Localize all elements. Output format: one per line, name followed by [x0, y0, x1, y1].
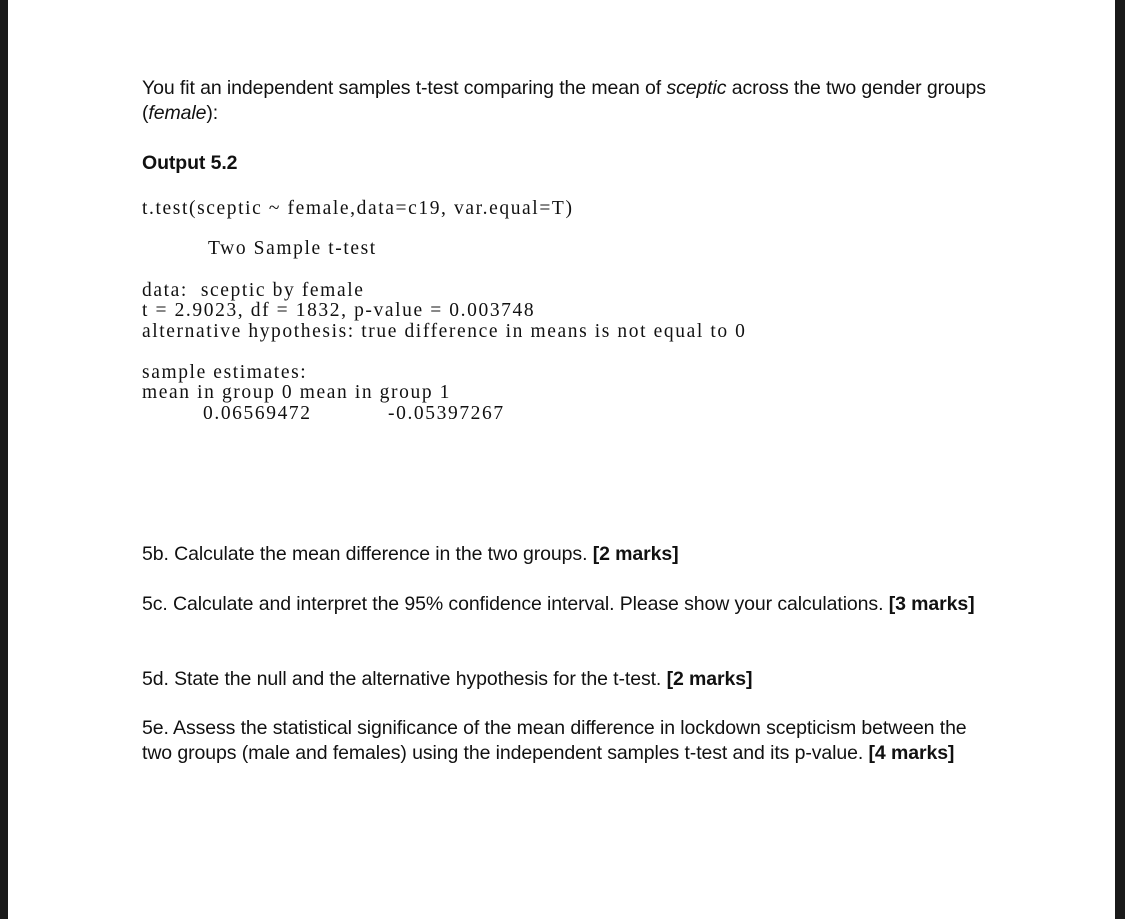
r-code-line: t.test(sceptic ~ female,data=c19, var.equal=T): [142, 198, 574, 219]
estimate-group-1: -0.05397267: [388, 403, 505, 424]
intro-paragraph: [142, 76, 1002, 126]
question-5d: [142, 667, 992, 692]
output-hypothesis-line: alternative hypothesis: true difference in means is not equal to 0: [142, 321, 747, 342]
test-title: Two Sample t-test: [208, 238, 377, 259]
estimates-header: mean in group 0 mean in group 1: [142, 382, 452, 403]
intro-variable: sceptic: [666, 77, 727, 99]
estimates-label: sample estimates:: [142, 362, 308, 383]
question-5e: [142, 716, 992, 766]
intro-text-3: ):: [206, 102, 219, 124]
question-5c-text: 5c. Calculate and interpret the 95% confidence interval. Please show your calculations.: [142, 593, 889, 615]
question-5b: [142, 542, 992, 567]
output-data-line: data: sceptic by female: [142, 280, 365, 301]
question-5b-text: 5b. Calculate the mean difference in the two groups.: [142, 543, 593, 565]
question-5e-marks: [4 marks]: [868, 742, 955, 764]
question-5e-text: 5e. Assess the statistical significance of the mean difference in lockdown scepticism between the two groups (male and females) using the independent samples t-test and its p-value.: [142, 717, 967, 764]
question-5b-marks: [2 marks]: [592, 543, 679, 565]
question-5c: [142, 592, 992, 617]
output-statistic-line: t = 2.9023, df = 1832, p-value = 0.003748: [142, 300, 536, 321]
document-page: [8, 0, 1115, 919]
question-5c-marks: [3 marks]: [888, 593, 975, 615]
intro-group: female: [148, 102, 207, 124]
intro-text-1: You fit an independent samples t-test comparing the mean of: [142, 77, 667, 99]
estimate-group-0: 0.06569472: [203, 403, 312, 424]
question-5d-marks: [2 marks]: [666, 668, 753, 690]
output-heading: Output 5.2: [142, 152, 238, 174]
question-5d-text: 5d. State the null and the alternative hypothesis for the t-test.: [142, 668, 667, 690]
intro-text-2: across the two gender groups (: [142, 77, 986, 124]
